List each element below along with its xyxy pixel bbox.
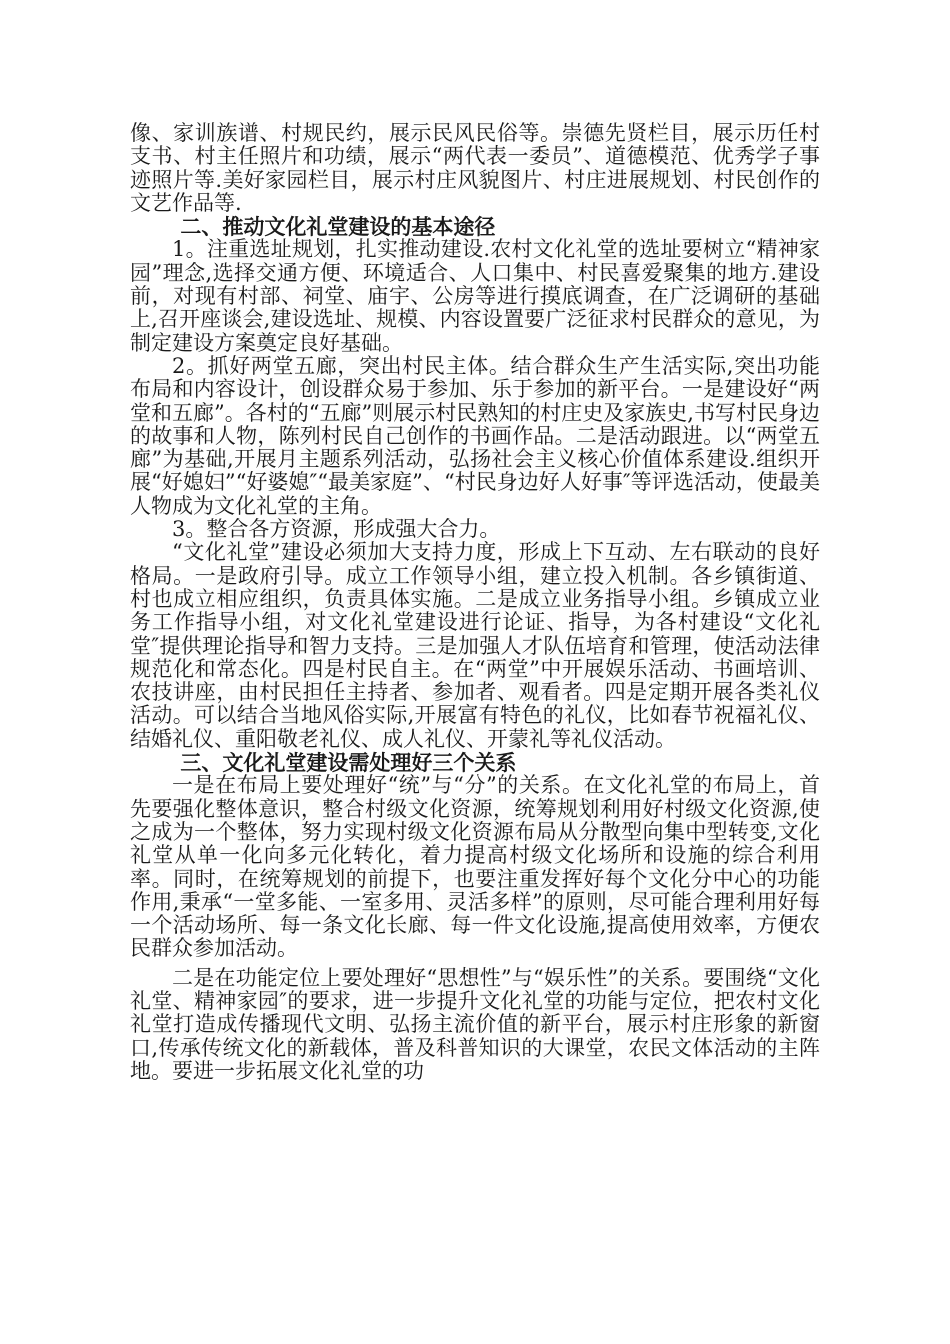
paragraph-integrate-resources: 3。整合各方资源，形成强大合力。 [172,517,501,542]
paragraph-site-planning: 1。注重选址规划，扎实推动建设.农村文化礼堂的选址要树立“精神家园”理念,选择交通方便、环境适合、人口集中、村民喜爱聚集的地方.建设前，对现有村部、祠堂、庙宇、公房等进行摸底调查，在广泛调研的基础上,召开座谈会,建设选址、规模、内容设置要广泛征求村民群众的意见，为制定建设方案奠定良好基础。 [130,237,820,355]
paragraph-cultural-hall-support: “文化礼堂”建设必须加大支持力度，形成上下互动、左右联动的良好格局。一是政府引导。成立工作领导小组，建立投入机制。各乡镇街道、村也成立相应组织，负责具体实施。二是成立业务指导小组。乡镇成立业务工作指导小组，对文化礼堂建设进行论证、指导，为各村建设“文化礼堂″提供理论指导和智力支持。三是加强人才队伍培育和管理，使活动法律规范化和常态化。四是村民自主。在“两堂”中开展娱乐活动、书画培训、农技讲座，由村民担任主持者、参加者、观看者。四是定期开展各类礼仪活动。可以结合当地风俗实际,开展富有特色的礼仪，比如春节祝福礼仪、结婚礼仪、重阳敬老礼仪、成人礼仪、开蒙礼等礼仪活动。 [130,540,820,751]
section-heading-3: 三、文化礼堂建设需处理好三个关系 [180,750,517,776]
paragraph-two-halls-five-corridors: 2。抓好两堂五廊，突出村民主体。结合群众生产生活实际,突出功能布局和内容设计，创设群众易于参加、乐于参加的新平台。一是建设好“两堂和五廊”。各村的“五廊”则展示村民熟知的村庄史及家族史,书写村民身边的故事和人物，陈列村民自己创作的书画作品。二是活动跟进。以“两堂五廊”为基础,开展月主题系列活动，弘扬社会主义核心价值体系建设.组织开展“好媳妇”“好婆媳″“最美家庭”、“村民身边好人好事″等评选活动，使最美人物成为文化礼堂的主角。 [130,353,820,518]
section-heading-2: 二、推动文化礼堂建设的基本途径 [180,214,496,240]
paragraph-layout-relationship: 一是在布局上要处理好“统”与“分”的关系。在文化礼堂的布局上，首先要强化整体意识，整合村级文化资源，统筹规划利用好村级文化资源,使之成为一个整体，努力实现村级文化资源布局从分散型向集中型转变,文化礼堂从单一化向多元化转化，着力提高村级文化场所和设施的综合利用率。同时，在统筹规划的前提下，也要注重发挥好每个文化分中心的功能作用,秉承“一堂多能、一室多用、灵活多样”的原则，尽可能合理利用好每一个活动场所、每一条文化长廊、每一件文化设施,提高使用效率，方便农民群众参加活动。 [130,773,820,961]
document-body [130,122,820,1083]
paragraph-intro-continuation: 像、家训族谱、村规民约，展示民风民俗等。崇德先贤栏目，展示历任村支书、村主任照片和功绩，展示“两代表一委员”、道德模范、优秀学子事迹照片等.美好家园栏目，展示村庄风貌图片、村庄进展规划、村民创作的文艺作品等. [130,121,820,215]
paragraph-function-positioning: 二是在功能定位上要处理好“思想性”与“娱乐性”的关系。要围绕“文化礼堂、精神家园″的要求，进一步提升文化礼堂的功能与定位，把农村文化礼堂打造成传播现代文明、弘扬主流价值的新平台，展示村庄形象的新窗口,传承传统文化的新载体，普及科普知识的大课堂，农民文体活动的主阵地。要进一步拓展文化礼堂的功 [130,965,820,1083]
